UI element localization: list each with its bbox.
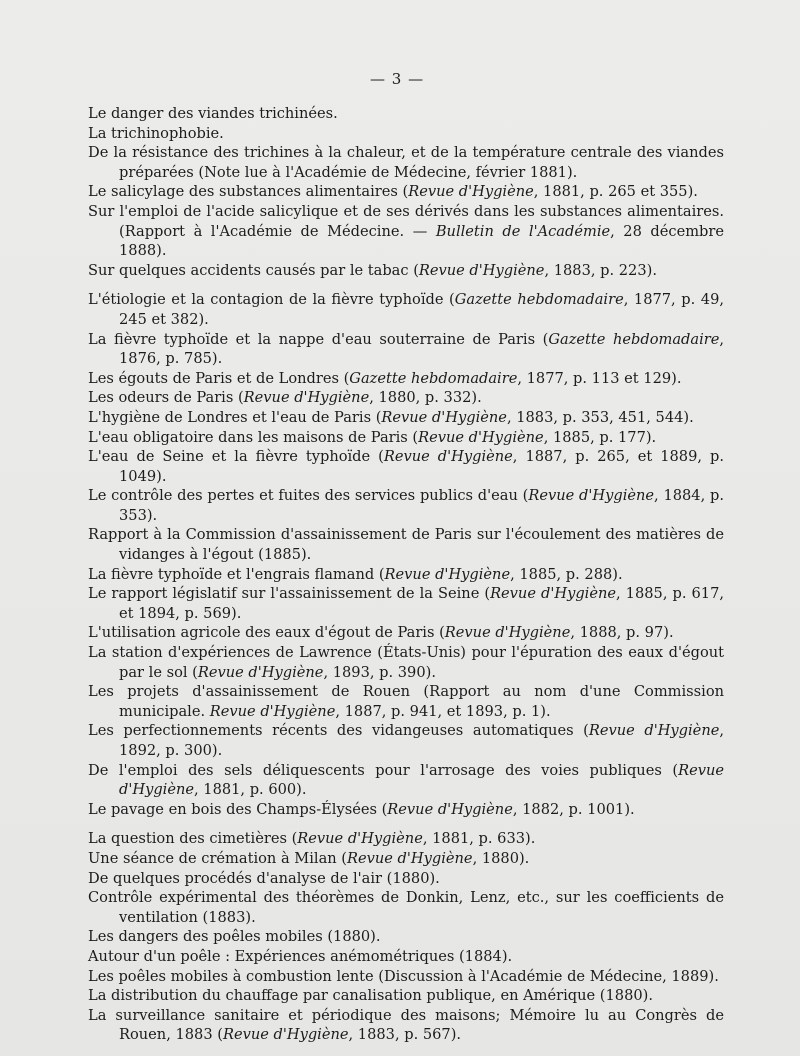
entry-journal: Revue d'Hygiène <box>243 389 370 407</box>
bibliography-entry <box>88 565 724 585</box>
bibliography-entry <box>88 888 724 927</box>
bibliography-entry <box>88 721 724 760</box>
entry-journal: Revue d'Hygiène <box>408 183 534 201</box>
entry-journal: Gazette hebdomadaire <box>454 291 624 309</box>
entry-group <box>88 104 724 280</box>
bibliography-entry <box>88 986 724 1006</box>
entry-text: L'étiologie et la contagion de la fièvre typhoïde ( <box>88 291 455 309</box>
entry-text: Rapport à la Commission d'assainissement de Paris sur l'écoulement des matières de vidanges à l'égout (1885). <box>88 526 724 564</box>
entry-journal: Revue d'Hygiène <box>387 800 513 818</box>
entry-text: L'eau de Seine et la fièvre typhoïde ( <box>88 448 384 466</box>
bibliography-entry <box>88 623 724 643</box>
bibliography-entry <box>88 967 724 987</box>
entry-text: Les odeurs de Paris ( <box>88 389 244 407</box>
bibliography-entry <box>88 761 724 800</box>
bibliography-entry <box>88 428 724 448</box>
entry-citation: , 1881, p. 265 et 355). <box>533 183 698 201</box>
bibliography-entry <box>88 408 724 428</box>
bibliography-entry <box>88 369 724 389</box>
entry-text: De quelques procédés d'analyse de l'air (1880). <box>88 869 440 887</box>
entry-journal: Gazette hebdomadaire <box>548 330 720 348</box>
entry-journal: Revue d'Hygiène <box>381 408 507 426</box>
entry-citation: , 1877, p. 49, 245 et 382). <box>119 291 724 328</box>
bibliography-entry <box>88 947 724 967</box>
entry-citation: , 1883, p. 567). <box>348 1026 462 1044</box>
bibliography-entry <box>88 388 724 408</box>
entry-citation: , 1892, p. 300). <box>119 722 724 759</box>
entry-journal: Revue d'Hygiène <box>222 1026 349 1044</box>
entry-journal: Revue d'Hygiène <box>119 761 724 799</box>
entry-text: La station d'expériences de Lawrence (États-Unis) pour l'épuration des eaux d'égout par le sol ( <box>88 644 724 681</box>
entry-citation: , 1883, p. 223). <box>544 261 657 279</box>
entry-text: Autour d'un poêle : Expériences anémométriques (1884). <box>88 947 513 965</box>
entry-citation: , 1876, p. 785). <box>119 330 725 368</box>
bibliography-entry <box>88 290 724 329</box>
entry-journal: Gazette hebdomadaire <box>349 369 518 387</box>
entry-text: Les poêles mobiles à combustion lente (Discussion à l'Académie de Médecine, 1889). <box>88 967 719 985</box>
entry-text: La fièvre typhoïde et la nappe d'eau souterraine de Paris ( <box>88 330 549 348</box>
entry-journal: Revue d'Hygiène <box>588 722 720 740</box>
bibliography-entry <box>88 927 724 947</box>
entry-text: Les perfectionnements récents des vidangeuses automatiques ( <box>88 722 589 740</box>
entry-journal: Revue d'Hygiène <box>528 487 655 505</box>
entry-citation: , 1881, p. 633). <box>422 830 536 848</box>
entry-citation: , 1884, p. 353). <box>119 487 724 524</box>
entry-group <box>88 829 724 1045</box>
bibliography-entry <box>88 143 724 182</box>
entry-journal: Revue d'Hygiène <box>418 428 544 446</box>
entry-text: Sur quelques accidents causés par le tabac ( <box>88 261 419 279</box>
entry-citation: , 1885, p. 288). <box>510 565 623 583</box>
entry-text: La question des cimetières ( <box>88 830 298 848</box>
entry-citation: , 1893, p. 390). <box>323 663 436 681</box>
entry-text: Les dangers des poêles mobiles (1880). <box>88 928 381 946</box>
bibliography-entry <box>88 525 724 564</box>
entry-citation: , 1880, p. 332). <box>369 389 482 407</box>
entry-text: Sur l'emploi de l'acide salicylique et de ses dérivés dans les substances alimentaires. (Rapport à l'Académie de Médecine. — <box>88 202 724 240</box>
bibliography-entry <box>88 1006 724 1045</box>
entry-text: L'hygiène de Londres et l'eau de Paris ( <box>88 408 382 426</box>
bibliography-entry <box>88 643 724 682</box>
entry-citation: , 1881, p. 600). <box>194 781 307 799</box>
entry-journal: Revue d'Hygiène <box>444 624 571 642</box>
entry-citation: , 1887, p. 265, et 1889, p. 1049). <box>119 448 724 485</box>
entry-text: L'utilisation agricole des eaux d'égout de Paris ( <box>88 624 445 642</box>
bibliography-entry <box>88 330 724 369</box>
entry-text: Les égouts de Paris et de Londres ( <box>88 369 350 387</box>
entry-journal: Revue d'Hygiène <box>197 663 324 681</box>
entry-text: Le danger des viandes trichinées. <box>88 105 338 122</box>
entry-journal: Revue d'Hygiène <box>383 448 513 466</box>
entry-text: La distribution du chauffage par canalisation publique, en Amérique (1880). <box>88 987 653 1005</box>
entry-journal: Revue d'Hygiène <box>297 830 423 848</box>
bibliography-entry <box>88 682 724 721</box>
entry-text: De la résistance des trichines à la chaleur, et de la température centrale des viandes préparées (Note lue à l'Académie de Médecine, février 1881). <box>88 144 724 181</box>
entry-text: La trichinophobie. <box>88 124 224 142</box>
entry-journal: Bulletin de l'Académie <box>435 222 611 240</box>
entry-text: La fièvre typhoïde et l'engrais flamand ( <box>88 565 385 583</box>
entry-text: Le rapport législatif sur l'assainissement de la Seine ( <box>88 585 491 603</box>
bibliography-entry <box>88 584 724 623</box>
bibliography-entry <box>88 829 724 849</box>
entry-citation: , 1888, p. 97). <box>570 624 674 642</box>
entry-journal: Revue d'Hygiène <box>418 261 545 279</box>
bibliography-entry <box>88 869 724 889</box>
entry-text: Contrôle expérimental des théorèmes de Donkin, Lenz, etc., sur les coefficients de ventilation (1883). <box>88 889 724 926</box>
entry-text: La surveillance sanitaire et périodique des maisons; Mémoire lu au Congrès de Rouen, 1883 ( <box>88 1006 724 1044</box>
bibliography-entry <box>88 124 724 144</box>
entry-text: De l'emploi des sels déliquescents pour l'arrosage des voies publiques ( <box>88 761 679 779</box>
bibliography-entry <box>88 261 724 281</box>
entry-citation: , 1880). <box>472 849 530 867</box>
entry-group <box>88 290 724 819</box>
bibliography-entry <box>88 447 724 486</box>
entry-citation: , 1877, p. 113 et 129). <box>517 369 682 387</box>
entry-text: Le salicylage des substances alimentaires ( <box>88 183 409 201</box>
page-number: — 3 — <box>370 70 425 88</box>
entry-citation: , 1887, p. 941, et 1893, p. 1). <box>335 702 551 720</box>
entry-text: Les projets d'assainissement de Rouen (Rapport au nom d'une Commission municipale. <box>88 683 724 720</box>
entry-citation: , 1882, p. 1001). <box>512 800 635 818</box>
bibliography-entry <box>88 800 724 820</box>
entry-journal: Revue d'Hygiène <box>384 565 511 583</box>
entry-citation: , 28 décembre 1888). <box>119 222 724 260</box>
entry-text: Le pavage en bois des Champs-Élysées ( <box>88 800 388 818</box>
entry-journal: Revue d'Hygiène <box>490 585 617 603</box>
entry-citation: , 1885, p. 617, et 1894, p. 569). <box>119 585 725 622</box>
entry-journal: Revue d'Hygiène <box>347 849 473 867</box>
bibliography-entry <box>88 182 724 202</box>
bibliography-list <box>88 104 724 1045</box>
bibliography-entry <box>88 849 724 869</box>
bibliography-entry <box>88 486 724 525</box>
entry-text: Une séance de crémation à Milan ( <box>88 849 347 867</box>
entry-text: L'eau obligatoire dans les maisons de Paris ( <box>88 428 419 446</box>
entry-text: Le contrôle des pertes et fuites des services publics d'eau ( <box>88 487 529 505</box>
bibliography-entry <box>88 104 724 124</box>
bibliography-entry <box>88 202 724 261</box>
entry-journal: Revue d'Hygiène <box>209 702 336 720</box>
entry-citation: , 1883, p. 353, 451, 544). <box>506 408 694 426</box>
entry-citation: , 1885, p. 177). <box>543 428 657 446</box>
